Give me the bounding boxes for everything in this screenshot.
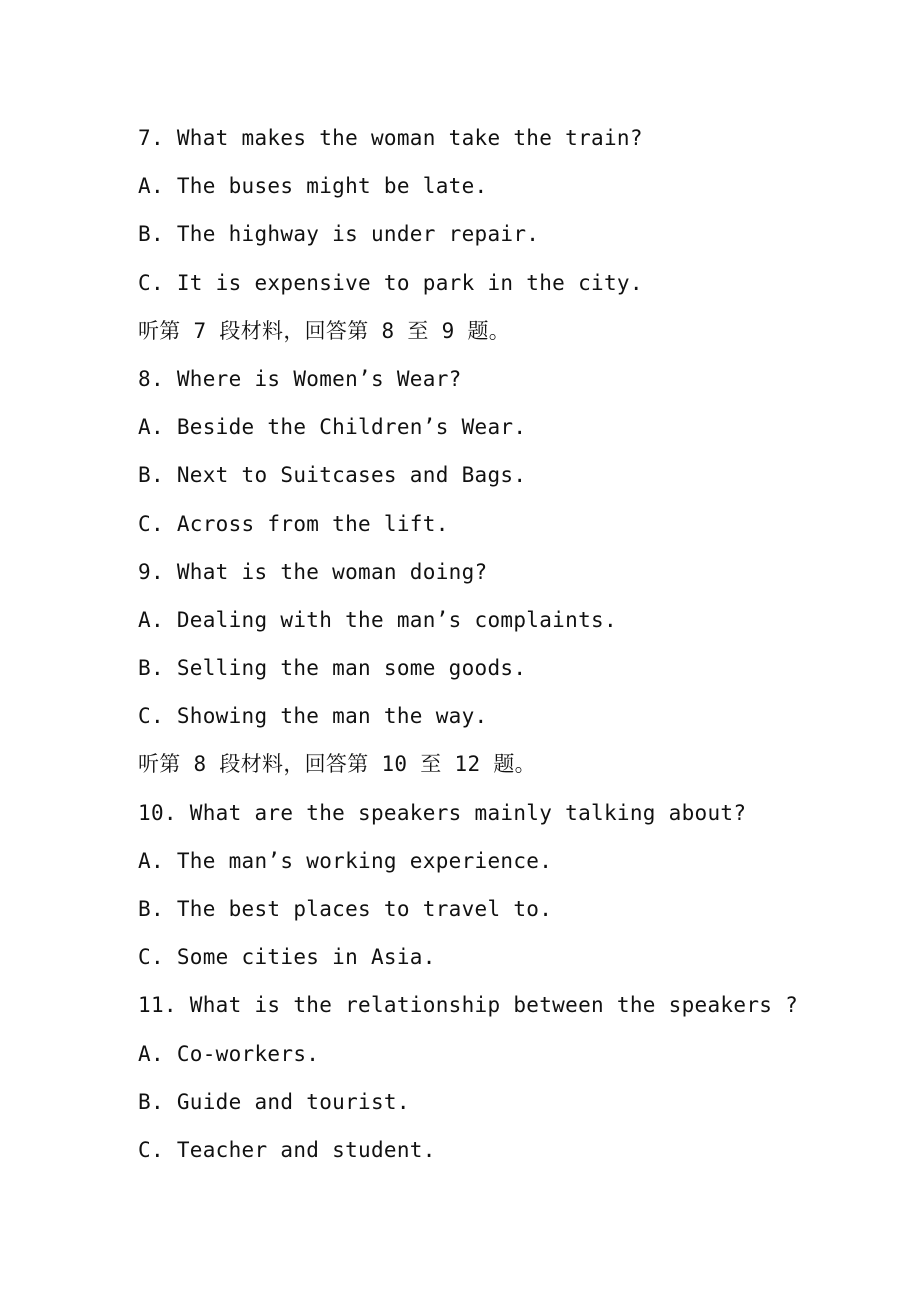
option-11-c: C. Teacher and student. (138, 1137, 436, 1162)
option-7-b: B. The highway is under repair. (138, 222, 540, 247)
section-heading-8: 听第 8 段材料，回答第 10 至 12 题。 (138, 752, 536, 777)
option-10-a: A. The man’s working experience. (138, 848, 553, 873)
section-heading-7: 听第 7 段材料，回答第 8 至 9 题。 (138, 318, 511, 343)
option-8-a: A. Beside the Children’s Wear. (138, 415, 527, 440)
question-10: 10. What are the speakers mainly talking about? (138, 800, 747, 825)
option-11-b: B. Guide and tourist. (138, 1089, 410, 1114)
question-11: 11. What is the relationship between the speakers ? (138, 993, 799, 1018)
option-9-a: A. Dealing with the man’s complaints. (138, 607, 617, 632)
option-8-b: B. Next to Suitcases and Bags. (138, 463, 527, 488)
question-list (138, 114, 878, 1174)
option-10-b: B. The best places to travel to. (138, 897, 553, 921)
option-10-c: C. Some cities in Asia. (138, 945, 436, 970)
option-8-c: C. Across from the lift. (138, 511, 449, 536)
option-7-a: A. The buses might be late. (138, 174, 488, 199)
question-7: 7. What makes the woman take the train? (138, 126, 643, 150)
option-7-c: C. It is expensive to park in the city. (138, 270, 643, 295)
option-9-b: B. Selling the man some goods. (138, 656, 527, 681)
option-9-c: C. Showing the man the way. (138, 704, 488, 729)
question-8: 8. Where is Women’s Wear? (138, 366, 462, 391)
option-11-a: A. Co-workers. (138, 1041, 320, 1066)
question-9: 9. What is the woman doing? (138, 559, 488, 584)
